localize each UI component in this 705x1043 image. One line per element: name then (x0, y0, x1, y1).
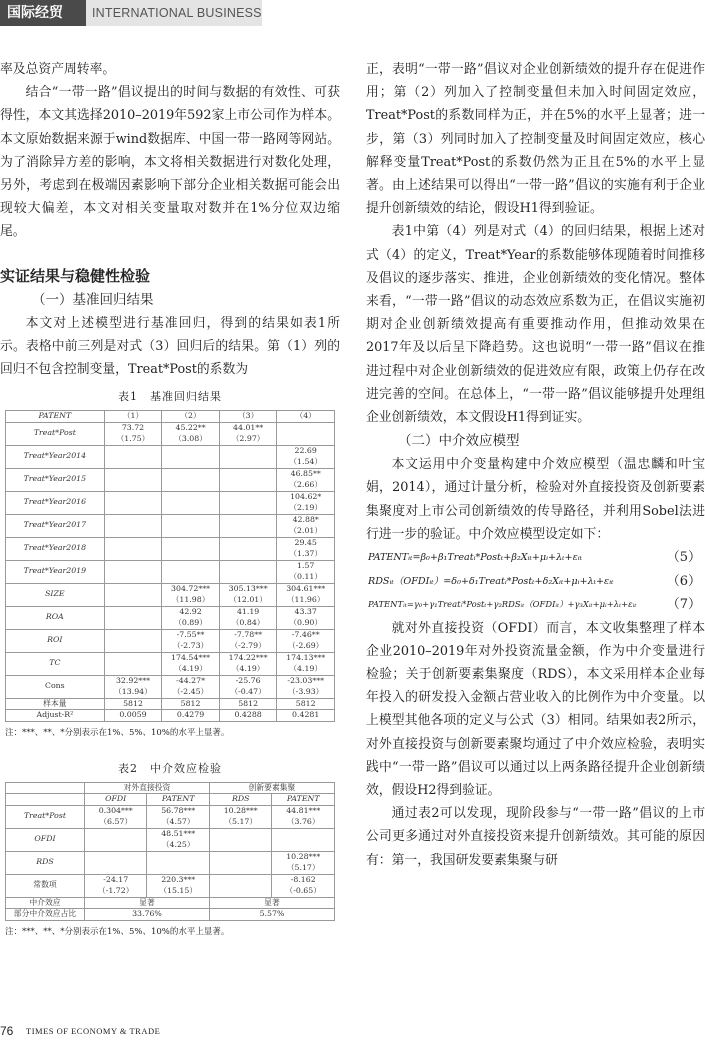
table1-cell (104, 583, 162, 606)
table2-cell (84, 828, 147, 851)
table1-header-cell: （3） (219, 411, 277, 423)
table2-group-rds: 创新要素集聚 (209, 782, 334, 794)
table1-row (6, 606, 335, 629)
table1-row (6, 710, 335, 722)
table1-cell: 0.4288 (219, 710, 277, 722)
subsection-title-1: （一）基准回归结果 (32, 291, 154, 308)
left-column (0, 58, 340, 938)
right-paragraph-4: 就对外直接投资（OFDI）而言，本文收集整理了样本企业2010–2019年对外投资流量金额，作为中介变量进行检验；关于创新要素集聚度（RDS），本文采用样本企业每年投入的研发投入金额占营业收入的比例作为中介变量。以上模型其他各项的定义与公式（3）相同。结果如表2所示，对外直接投资与创新要素聚均通过了中介效应检验，表明实践中“一带一路”倡议可以通过以上两条路径提升企业创新绩效，假设H2得到验证。 (366, 620, 705, 798)
table1-cell (219, 445, 277, 468)
table1-cell (219, 491, 277, 514)
table2-share-row (6, 909, 335, 921)
table1-row (6, 698, 335, 710)
table1-cell (104, 629, 162, 652)
table1 (5, 410, 335, 722)
table1-cell (162, 560, 220, 583)
table1-cell: 174.13*** （4.19） (277, 652, 335, 675)
table2-cell: 10.28*** （5.17） (272, 851, 335, 874)
table2-cell: 220.3*** （15.15） (147, 874, 210, 897)
table2-note: 注：***、**、*分别表示在1%、5%、10%的水平上显著。 (5, 926, 230, 937)
table2-cell (209, 874, 272, 897)
table2-cell: 显著 (84, 897, 209, 909)
table2-group-ofdi: 对外直接投资 (84, 782, 209, 794)
table1-row (6, 537, 335, 560)
table2-cell: 33.76% (84, 909, 209, 921)
equation-5-body: PATENTᵢₜ=β₀+β₁Treatᵢ*Postₜ+β₂Xᵢₜ+μᵢ+λₜ+εᵢₜ (368, 552, 583, 564)
table1-cell: 43.37 （0.90） (277, 606, 335, 629)
page-header (0, 0, 705, 28)
table2-subheader-row (6, 794, 335, 806)
table1-cell (104, 606, 162, 629)
table1-row (6, 583, 335, 606)
table2-cell (209, 828, 272, 851)
table2-row (6, 828, 335, 851)
table2-row-label: Treat*Post (6, 805, 85, 828)
table1-row-label: Treat*Year2017 (6, 514, 105, 537)
table1-row-label: SIZE (6, 583, 105, 606)
table1-header-cell: （4） (277, 411, 335, 423)
equation-6-body: RDSᵢₜ（OFDIᵢₜ）=δ₀+δ₁Treatᵢ*Postₜ+δ₂Xᵢₜ+μᵢ+λₜ+εᵢₜ (368, 575, 614, 587)
table1-cell: 5812 (219, 698, 277, 710)
table1-cell (162, 445, 220, 468)
table1-cell: -44.27* （-2.45） (162, 675, 220, 698)
table1-cell: 5812 (277, 698, 335, 710)
table1-cell: 174.22*** （4.19） (219, 652, 277, 675)
table1-cell: 41.19 （0.84） (219, 606, 277, 629)
table1-row-label: TC (6, 652, 105, 675)
table1-cell: 42.88* （2.01） (277, 514, 335, 537)
table1-cell: 46.85** （2.66） (277, 468, 335, 491)
table1-cell (104, 468, 162, 491)
table1-cell (162, 537, 220, 560)
table1-cell (104, 560, 162, 583)
table1-row-label: ROA (6, 606, 105, 629)
table1-cell: 45.22** （3.08） (162, 422, 220, 445)
table1-cell: 305.13*** （12.01） (219, 583, 277, 606)
table1-cell (104, 445, 162, 468)
table1-cell: 32.92*** （13.94） (104, 675, 162, 698)
table1-cell: -7.46** （-2.69） (277, 629, 335, 652)
table2-cell: 0.304*** （6.57） (84, 805, 147, 828)
table2-cell (272, 828, 335, 851)
table2-row (6, 851, 335, 874)
table2-corner-cell (6, 782, 85, 794)
section-title: 实证结果与稳健性检验 (0, 266, 151, 285)
table2-cell: 5.57% (209, 909, 334, 921)
equation-7 (366, 593, 705, 617)
table1-row-label: Treat*Year2015 (6, 468, 105, 491)
left-paragraph-0: 率及总资产周转率。 (0, 62, 116, 77)
table1-cell (104, 491, 162, 514)
table1-cell: 29.45 （1.37） (277, 537, 335, 560)
table2-cell: -24.17 （-1.72） (84, 874, 147, 897)
table1-row-label: Treat*Year2016 (6, 491, 105, 514)
table1-cell: -25.76 （-0.47） (219, 675, 277, 698)
journal-name: TIMES OF ECONOMY & TRADE (26, 1026, 161, 1036)
table2-row-label: 中介效应 (6, 897, 85, 909)
page-footer (0, 1022, 705, 1042)
equation-6 (366, 570, 705, 594)
table2-cell: 48.51*** （4.25） (147, 828, 210, 851)
table1-cell (219, 468, 277, 491)
table2-cell: 56.78*** （4.57） (147, 805, 210, 828)
table2-cell: 显著 (209, 897, 334, 909)
equation-7-body: PATENTᵢₜ=γ₀+γ₁Treatᵢ*Postₜ+γ₂RDSᵢₜ（OFDIᵢₜ）+γ₃Xᵢₜ+μᵢ+λₜ+εᵢₜ (368, 599, 637, 610)
table2-row (6, 874, 335, 897)
table2-cell (209, 851, 272, 874)
table1-cell: 174.54*** （4.19） (162, 652, 220, 675)
table1-header-row (6, 411, 335, 423)
section-tag-cn: 国际经贸 (0, 0, 86, 26)
table2 (5, 782, 335, 921)
table2-row-label: RDS (6, 851, 85, 874)
table1-cell: -7.55** （-2.73） (162, 629, 220, 652)
table1-cell: -23.03*** （-3.93） (277, 675, 335, 698)
table1-cell: 304.72*** （11.98） (162, 583, 220, 606)
table1-title: 表1 基准回归结果 (118, 390, 222, 404)
table1-cell (162, 514, 220, 537)
right-paragraph-2: 表1中第（4）列是对式（4）的回归结果，根据上述对式（4）的定义，Treat*Year的系数能够体现随着时间推移及倡议的逐步落实、推进，企业创新绩效的变化情况。整体来看，“一带一路”倡议的动态效应系数为正，在倡议实施初期对企业创新绩效提高有重要推动作用，但推动效果在2017年及以后呈下降趋势。这也说明“一带一路”倡议在推进过程中对企业创新绩效的促进效应有限，政策上仍存在改进完善的空间。在总体上，“一带一路”倡议能够提升处理组企业创新绩效，本文假设H1得到证实。 (366, 224, 705, 426)
table1-row (6, 468, 335, 491)
left-paragraph-2: 本文对上述模型进行基准回归，得到的结果如表1所示。表格中前三列是对式（3）回归后的结果。第（1）列的回归不包含控制变量，Treat*Post的系数为 (0, 315, 340, 378)
right-paragraph-1: 正，表明“一带一路”倡议对企业创新绩效的提升存在促进作用；第（2）列加入了控制变量但未加入时间固定效应，Treat*Post的系数同样为正，并在5%的水平上显著；进一步，第（3）列同时加入了控制变量及时间固定效应，核心解释变量Treat*Post的系数仍然为正且在5%的水平上显著。由上述结果可以得出“一带一路”倡议的实施有利于企业提升创新绩效的结论，假设H1得到验证。 (366, 62, 705, 217)
table1-cell (219, 514, 277, 537)
table1-row (6, 514, 335, 537)
table1-row-label: Treat*Post (6, 422, 105, 445)
table1-cell: 1.57 （0.11） (277, 560, 335, 583)
right-column (366, 58, 705, 872)
table1-row (6, 629, 335, 652)
table2-group-row (6, 782, 335, 794)
table2-corner-cell (6, 794, 85, 806)
table2-cell: 44.81*** （3.76） (272, 805, 335, 828)
table1-note: 注：***、**、*分别表示在1%、5%、10%的水平上显著。 (5, 727, 230, 738)
table1-cell: 304.61*** （11.96） (277, 583, 335, 606)
table2-subheader-cell: RDS (209, 794, 272, 806)
table2-row-label: OFDI (6, 828, 85, 851)
subsection-title-2: （二）中介效应模型 (398, 433, 520, 450)
table1-row (6, 652, 335, 675)
table1-row-label: Treat*Year2019 (6, 560, 105, 583)
table2-cell (84, 851, 147, 874)
page-number: 76 (0, 1024, 14, 1038)
table1-cell: 42.92 （0.89） (162, 606, 220, 629)
table1-row-label: Treat*Year2014 (6, 445, 105, 468)
equation-5-number: （5） (666, 550, 701, 566)
table1-cell (277, 422, 335, 445)
table1-cell (219, 537, 277, 560)
table1-cell (104, 537, 162, 560)
table1-cell (162, 491, 220, 514)
section-tag-en: INTERNATIONAL BUSINESS (86, 0, 262, 26)
table1-row-label: Adjust-R² (6, 710, 105, 722)
table2-row-label: 常数项 (6, 874, 85, 897)
table1-row (6, 491, 335, 514)
table1-header-cell: （1） (104, 411, 162, 423)
table1-row (6, 422, 335, 445)
table2-row-label: 部分中介效应占比 (6, 909, 85, 921)
equation-6-number: （6） (666, 573, 701, 589)
table1-row (6, 560, 335, 583)
table1-cell (162, 468, 220, 491)
table2-row (6, 805, 335, 828)
right-paragraph-3: 本文运用中介变量构建中介效应模型（温忠麟和叶宝娟，2014），通过计量分析，检验对外直接投资及创新要素集聚度对上市公司创新绩效的传导路径，并利用Sobel法进行进一步的验证。中介效应模型设定如下： (366, 457, 705, 542)
table1-cell: -7.78** （-2.79） (219, 629, 277, 652)
table2-effect-row (6, 897, 335, 909)
table1-cell: 73.72 （1.75） (104, 422, 162, 445)
table2-title: 表2 中介效应检验 (118, 761, 222, 775)
table1-cell: 0.4279 (162, 710, 220, 722)
table1-cell (104, 514, 162, 537)
table1-row (6, 445, 335, 468)
table1-row-label: Cons (6, 675, 105, 698)
table1-cell (219, 560, 277, 583)
table1-cell: 0.0059 (104, 710, 162, 722)
table2-subheader-cell: PATENT (272, 794, 335, 806)
table1-cell: 44.01** （2.97） (219, 422, 277, 445)
table1-header-cell: （2） (162, 411, 220, 423)
table1-cell: 104.62* （2.19） (277, 491, 335, 514)
equation-7-number: （7） (666, 597, 701, 613)
left-paragraph-1: 结合“一带一路”倡议提出的时间与数据的有效性、可获得性，本文其选择2010–2019年592家上市公司作为样本。本文原始数据来源于wind数据库、中国一带一路网等网站。为了消除异方差的影响，本文将相关数据进行对数化处理，另外，考虑到在极端因素影响下部分企业相关数据可能会出现较大偏差，本文对相关变量取对数并在1%分位双边缩尾。 (0, 85, 340, 240)
table1-header-cell: PATENT (6, 411, 105, 423)
table2-cell (147, 851, 210, 874)
table1-cell: 22.69 （1.54） (277, 445, 335, 468)
equation-5 (366, 546, 705, 570)
table1-row (6, 675, 335, 698)
table2-subheader-cell: PATENT (147, 794, 210, 806)
table1-cell: 5812 (104, 698, 162, 710)
table2-cell: 10.28*** （5.17） (209, 805, 272, 828)
table1-row-label: 样本量 (6, 698, 105, 710)
table2-subheader-cell: OFDI (84, 794, 147, 806)
right-paragraph-5: 通过表2可以发现，现阶段参与“一带一路”倡议的上市公司更多通过对外直接投资来提升创新绩效。其可能的原因有：第一，我国研发要素集聚与研 (366, 806, 705, 868)
table1-row-label: ROI (6, 629, 105, 652)
table1-row-label: Treat*Year2018 (6, 537, 105, 560)
table1-cell: 0.4281 (277, 710, 335, 722)
table1-cell: 5812 (162, 698, 220, 710)
table1-cell (104, 652, 162, 675)
table2-cell: -8.162 （-0.65） (272, 874, 335, 897)
